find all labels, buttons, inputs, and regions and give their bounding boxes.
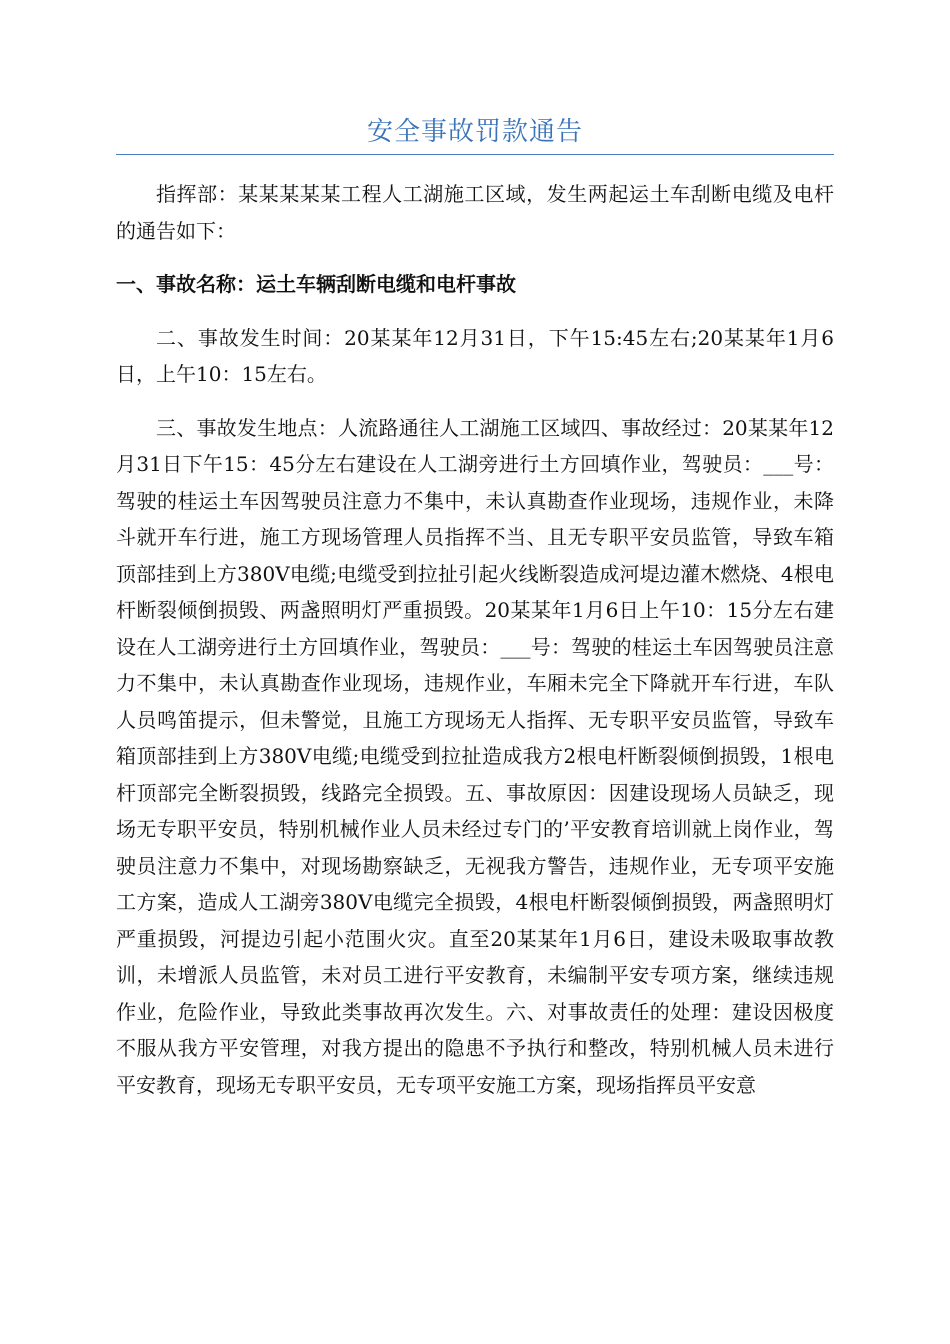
section-3-paragraph: 三、事故发生地点：人流路通往人工湖施工区域四、事故经过：20某某年12月31日下午15：45分左右建设在人工湖旁进行土方回填作业，驾驶员：___号：驾驶的桂运土车因驾驶员注意力不集中，未认真勘查作业现场，违规作业，未降斗就开车行进，施工方现场管理人员指挥不当、且无专职平安员监管，导致车箱顶部挂到上方380V电缆;电缆受到拉扯引起火线断裂造成河堤边灌木燃烧、4根电杆断裂倾倒损毁、两盏照明灯严重损毁。20某某年1月6日上午10：15分左右建设在人工湖旁进行土方回填作业，驾驶员：___号：驾驶的桂运土车因驾驶员注意力不集中，未认真勘查作业现场，违规作业，车厢未完全下降就开车行进，车队人员鸣笛提示，但未警觉，且施工方现场无人指挥、无专职平安员监管，导致车箱顶部挂到上方380V电缆;电缆受到拉扯造成我方2根电杆断裂倾倒损毁，1根电杆顶部完全断裂损毁，线路完全损毁。五、事故原因：因建设现场人员缺乏，现场无专职平安员，特别机械作业人员未经过专门的’平安教育培训就上岗作业，驾驶员注意力不集中，对现场勘察缺乏，无视我方警告，违规作业，无专项平安施工方案，造成人工湖旁380V电缆完全损毁，4根电杆断裂倾倒损毁，两盏照明灯严重损毁，河提边引起小范围火灾。直至20某某年1月6日，建设未吸取事故教训，未增派人员监管，未对员工进行平安教育，未编制平安专项方案，继续违规作业，危险作业，导致此类事故再次发生。六、对事故责任的处理：建设因极度不服从我方平安管理，对我方提出的隐患不予执行和整改，特别机械人员未进行平安教育，现场无专职平安员，无专项平安施工方案，现场指挥员平安意 [116,415,834,1097]
document-title: 安全事故罚款通告 [366,117,583,147]
section-2-paragraph: 二、事故发生时间：20某某年12月31日，下午15:45左右;20某某年1月6日，上午10：15左右。 [116,325,834,386]
document-body [116,176,834,1120]
intro-paragraph: 指挥部：某某某某某工程人工湖施工区域，发生两起运土车刮断电缆及电杆的通告如下： [116,182,834,243]
section-1-heading: 一、事故名称：运土车辆刮断电缆和电杆事故 [116,272,516,296]
title-underline [116,154,834,155]
